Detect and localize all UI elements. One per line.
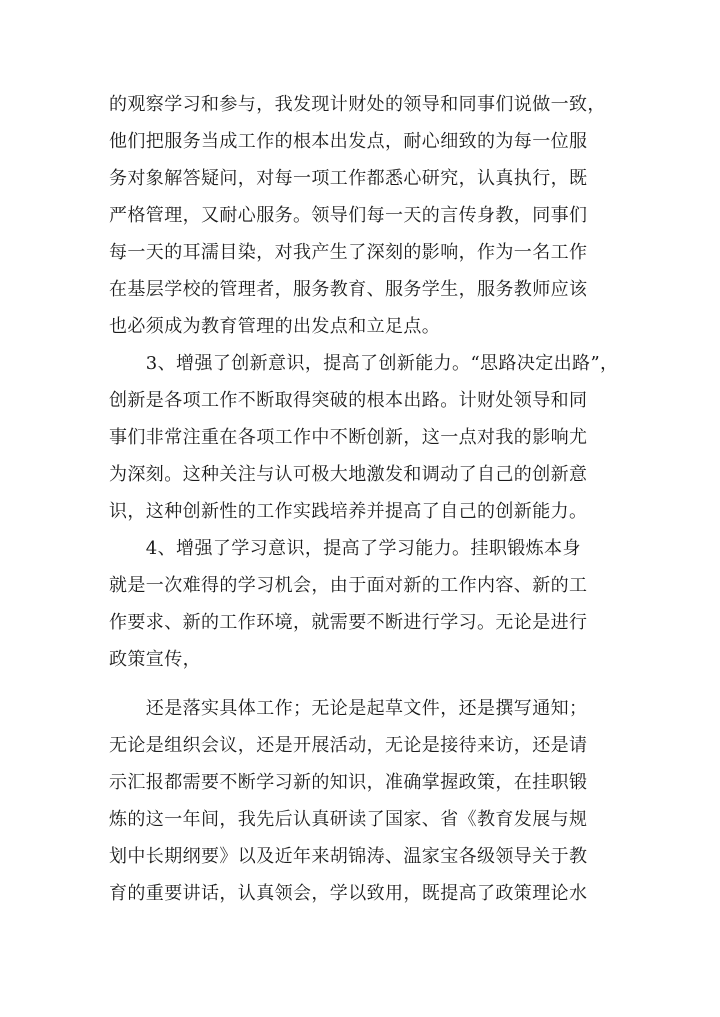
text-line: 炼的这一年间，我先后认真研读了国家、省《教育发展与规 [109, 809, 588, 830]
text-line: 也必须成为教育管理的出发点和立足点。 [109, 316, 441, 337]
text-line: 务对象解答疑问，对每一项工作都悉心研究，认真执行，既 [109, 168, 588, 189]
body-text [109, 86, 619, 912]
text-line: 在基层学校的管理者，服务教育、服务学生，服务教师应该 [109, 279, 588, 300]
text-line: 创新是各项工作不断取得突破的根本出路。计财处领导和同 [109, 390, 588, 411]
text-line: 示汇报都需要不断学习新的知识，准确掌握政策，在挂职锻 [109, 772, 588, 793]
text-line: 为深刻。这种关注与认可极大地激发和调动了自己的创新意 [109, 464, 588, 485]
text-line: 就是一次难得的学习机会，由于面对新的工作内容、新的工 [109, 575, 588, 596]
paragraph-gap [109, 678, 619, 690]
text-line: 还是落实具体工作；无论是起草文件，还是撰写通知； [109, 698, 588, 719]
text-line: 他们把服务当成工作的根本出发点，耐心细致的为每一位服 [109, 131, 588, 152]
text-line: 4、增强了学习意识，提高了学习能力。挂职锻炼本身 [109, 538, 581, 559]
text-line: 识，这种创新性的工作实践培养并提高了自己的创新能力。 [109, 501, 588, 522]
text-line: 划中长期纲要》以及近年来胡锦涛、温家宝各级领导关于教 [109, 846, 588, 867]
text-line: 育的重要讲话，认真领会，学以致用，既提高了政策理论水 [109, 883, 588, 904]
text-line: 3、增强了创新意识，提高了创新能力。“思路决定出路”， [109, 353, 619, 374]
text-line: 的观察学习和参与，我发现计财处的领导和同事们说做一致， [109, 94, 606, 115]
text-line: 每一天的耳濡目染，对我产生了深刻的影响，作为一名工作 [109, 242, 588, 263]
text-line: 无论是组织会议，还是开展活动，无论是接待来访，还是请 [109, 735, 588, 756]
text-line: 政策宣传， [109, 649, 201, 670]
text-line: 作要求、新的工作环境，就需要不断进行学习。无论是进行 [109, 612, 588, 633]
text-line: 事们非常注重在各项工作中不断创新，这一点对我的影响尤 [109, 427, 588, 448]
text-line: 严格管理，又耐心服务。领导们每一天的言传身教，同事们 [109, 205, 588, 226]
